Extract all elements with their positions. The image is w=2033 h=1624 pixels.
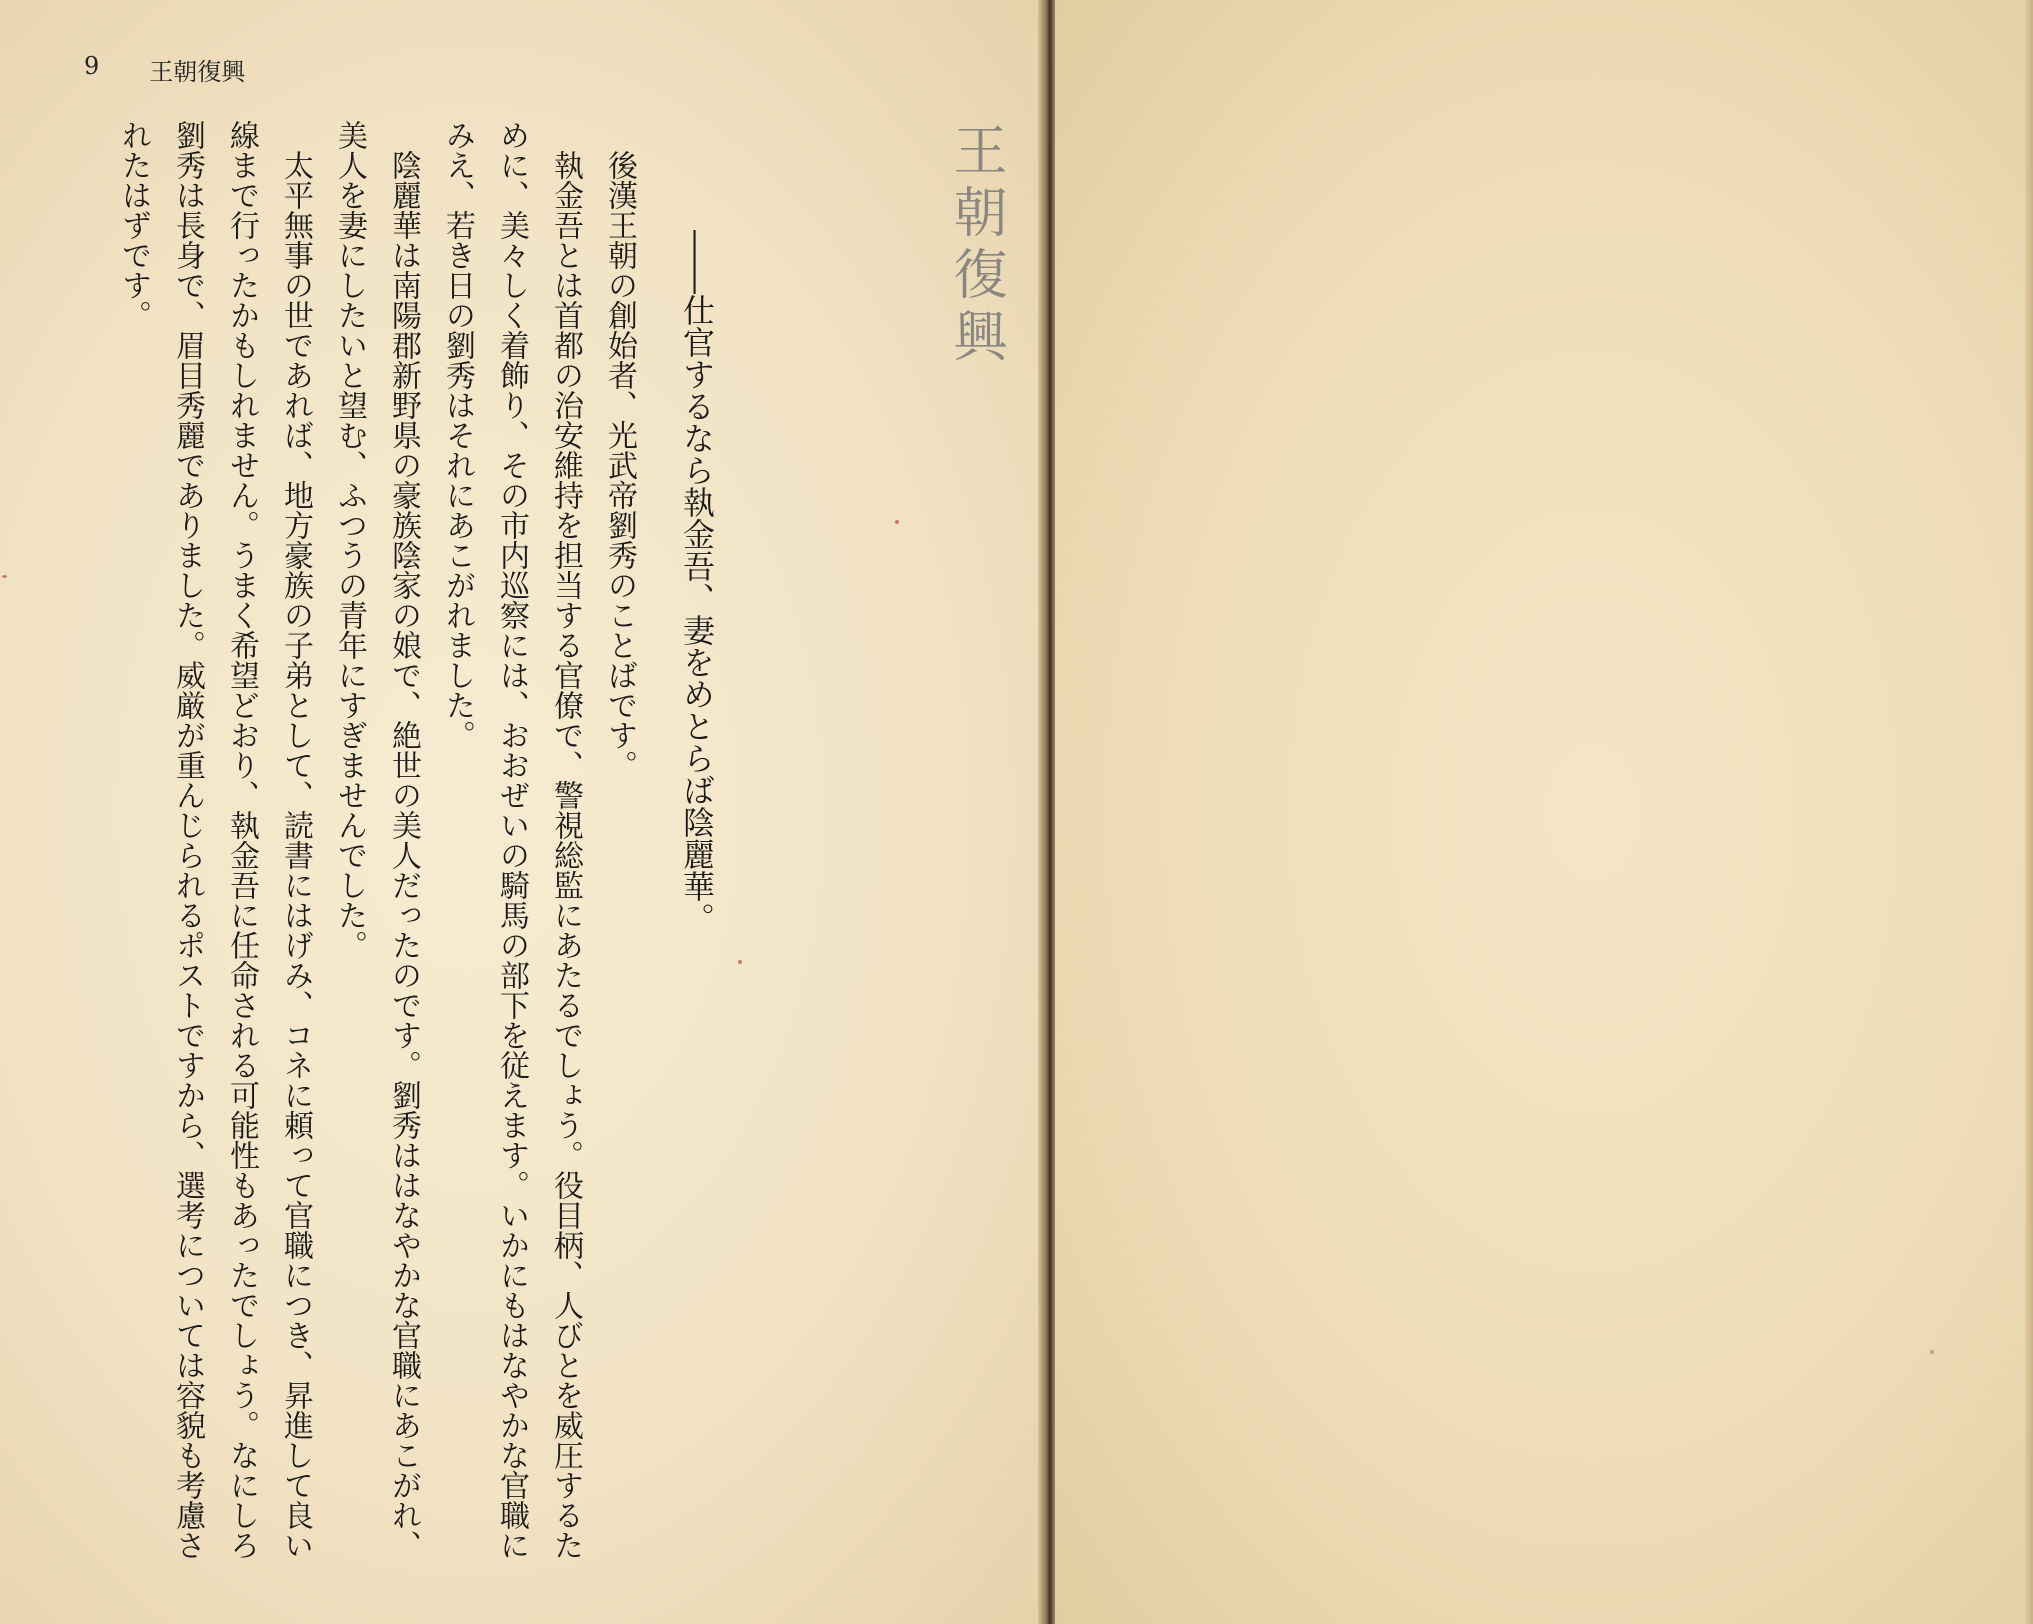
running-head-title: 王朝復興 bbox=[149, 58, 246, 86]
paper-stain bbox=[2, 575, 7, 578]
paper-stain bbox=[895, 520, 899, 524]
paragraph: 執金吾とは首都の治安維持を担当する官僚で、警視総監にあたるでしょう。役目柄、人びとを威圧するために、美々しく着飾り、その市内巡察には、おおぜいの騎馬の部下を従えます。いかにもはなやかな官職にみえ、若き日の劉秀はそれにあこがれました。 bbox=[440, 120, 583, 1560]
right-page bbox=[1055, 0, 2033, 1624]
paragraph: 後漢王朝の創始者、光武帝劉秀のことばです。 bbox=[602, 150, 637, 780]
paragraph: 太平無事の世であれば、地方豪族の子弟として、読書にはげみ、コネに頼って官職につき、昇進して良い線まで行ったかもしれません。うまく希望どおり、執金吾に任命される可能性もあったでしょう。なにしろ劉秀は長身で、眉目秀麗でありました。威厳が重んじられるポストですから、選考については容貌も考慮されたはずです。 bbox=[116, 120, 313, 1560]
page-edge bbox=[2025, 0, 2033, 1624]
paragraph: 陰麗華は南陽郡新野県の豪族陰家の娘で、絶世の美人だったのです。劉秀ははなやかな官職にあこがれ、美人を妻にしたいと望む、ふつうの青年にすぎませんでした。 bbox=[332, 120, 421, 1560]
body-text bbox=[84, 120, 724, 1560]
page-number: 9 bbox=[84, 52, 100, 80]
paper-stain bbox=[1930, 1350, 1934, 1354]
running-head bbox=[84, 52, 245, 87]
paper-stain bbox=[738, 960, 742, 964]
chapter-title: 王朝復興 bbox=[945, 122, 1008, 370]
epigraph: ――仕官するなら執金吾、妻をめとらば陰麗華。 bbox=[678, 230, 716, 934]
